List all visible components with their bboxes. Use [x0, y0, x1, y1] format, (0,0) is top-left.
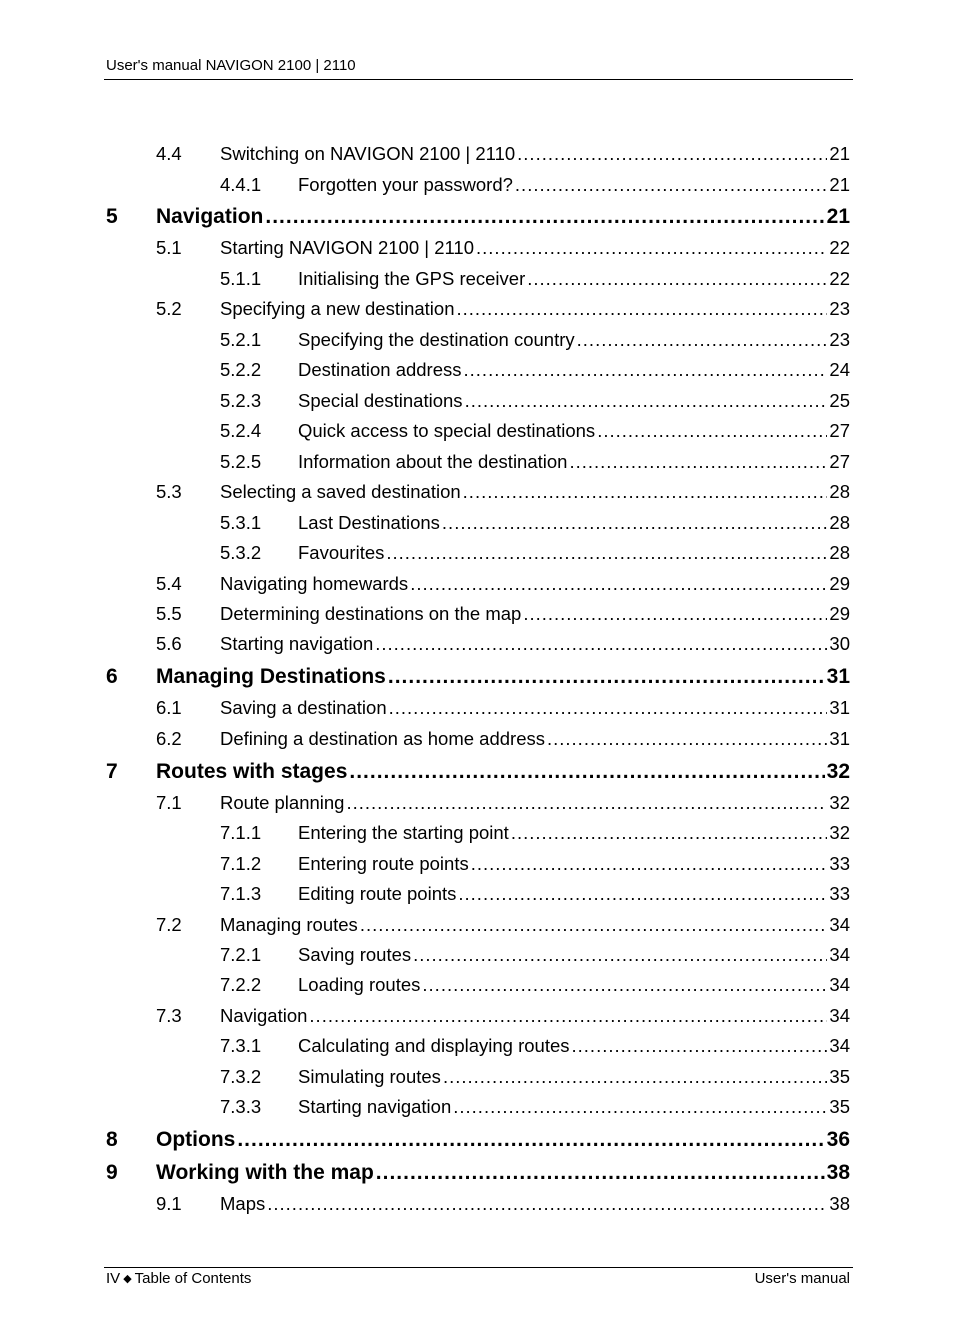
toc-entry-page: 27 — [829, 420, 850, 441]
toc-entry[interactable] — [156, 1005, 850, 1027]
toc-entry-page: 34 — [829, 1035, 850, 1056]
toc-entry-number: 5.2.3 — [220, 390, 262, 411]
toc-entry-title: Navigating homewards — [220, 573, 409, 594]
toc-entry-number: 5.6 — [156, 633, 182, 654]
toc-entry-number: 7.3.3 — [220, 1096, 262, 1117]
toc-entry-page: 23 — [829, 329, 850, 350]
dot-leader — [458, 883, 827, 905]
dot-leader — [527, 268, 827, 290]
toc-entry-page: 35 — [829, 1096, 850, 1117]
toc-entry-page: 25 — [829, 390, 850, 411]
toc-entry-number: 7.3 — [156, 1005, 182, 1026]
dot-leader — [388, 665, 825, 689]
toc-entry-page: 29 — [829, 573, 850, 594]
toc-entry-page: 36 — [826, 1128, 850, 1151]
toc-entry[interactable] — [220, 390, 850, 412]
toc-entry-title: Defining a destination as home address — [220, 728, 545, 749]
toc-entry-page: 38 — [829, 1193, 850, 1214]
toc-entry[interactable] — [220, 451, 850, 473]
page-footer-left — [106, 1270, 251, 1289]
toc-entry-title: Calculating and displaying routes — [298, 1035, 570, 1056]
toc-entry-title: Information about the destination — [298, 451, 568, 472]
toc-entry[interactable] — [220, 853, 850, 875]
dot-leader — [456, 298, 827, 320]
toc-entry[interactable] — [156, 633, 850, 655]
toc-entry-number: 5.1.1 — [220, 268, 262, 289]
toc-entry-number: 5.2.5 — [220, 451, 262, 472]
toc-entry-number: 5.3 — [156, 481, 182, 502]
toc-entry-title: Forgotten your password? — [298, 174, 513, 195]
toc-entry[interactable] — [156, 792, 850, 814]
toc-entry-page: 28 — [829, 481, 850, 502]
toc-entry-page: 34 — [829, 974, 850, 995]
toc-entry-page: 38 — [826, 1161, 850, 1184]
dot-leader — [523, 603, 827, 625]
toc-entry-title: Specifying the destination country — [298, 329, 575, 350]
toc-entry-number: 9.1 — [156, 1193, 182, 1214]
toc-entry-page: 31 — [829, 697, 850, 718]
toc-entry-page: 31 — [829, 728, 850, 749]
toc-entry[interactable] — [220, 1096, 850, 1118]
toc-entry-title: Starting navigation — [298, 1096, 452, 1117]
dot-leader — [422, 974, 827, 996]
dot-leader — [597, 420, 827, 442]
toc-entry-title: Determining destinations on the map — [220, 603, 522, 624]
toc-entry-number: 5.2.1 — [220, 329, 262, 350]
dot-leader — [237, 1128, 824, 1152]
toc-entry-number: 7.1.3 — [220, 883, 262, 904]
toc-entry-title: Starting NAVIGON 2100 | 2110 — [220, 237, 475, 258]
toc-entry-title: Routes with stages — [156, 760, 348, 783]
toc-entry-title: Entering route points — [298, 853, 469, 874]
toc-entry-page: 28 — [829, 542, 850, 563]
toc-entry[interactable] — [220, 822, 850, 844]
toc-entry-title: Working with the map — [156, 1161, 374, 1184]
toc-entry-number: 5.5 — [156, 603, 182, 624]
toc-entry-title: Managing Destinations — [156, 665, 386, 688]
toc-entry[interactable] — [220, 329, 850, 351]
dot-leader — [511, 822, 828, 844]
toc-entry-page: 27 — [829, 451, 850, 472]
toc-entry-page: 35 — [829, 1066, 850, 1087]
toc-entry-title: Navigation — [156, 205, 264, 228]
toc-entry-title: Options — [156, 1128, 236, 1151]
toc-entry-title: Special destinations — [298, 390, 463, 411]
dot-leader — [346, 792, 827, 814]
toc-entry[interactable] — [106, 665, 850, 691]
toc-entry-title: Route planning — [220, 792, 345, 813]
page-footer-right: User's manual — [754, 1270, 850, 1287]
toc-entry-number: 5.1 — [156, 237, 182, 258]
dot-leader — [569, 451, 827, 473]
dot-leader — [577, 329, 828, 351]
toc-entry-title: Managing routes — [220, 914, 358, 935]
toc-entry[interactable] — [156, 728, 850, 750]
toc-entry-number: 7.3.2 — [220, 1066, 262, 1087]
toc-entry[interactable] — [156, 298, 850, 320]
toc-entry[interactable] — [106, 205, 850, 231]
dot-leader — [463, 481, 828, 503]
toc-entry-number: 7.1.1 — [220, 822, 262, 843]
toc-entry[interactable] — [220, 944, 850, 966]
toc-entry-page: 21 — [826, 205, 850, 228]
dot-leader — [413, 944, 827, 966]
toc-entry-number: 6.1 — [156, 697, 182, 718]
toc-entry[interactable] — [220, 542, 850, 564]
toc-entry-page: 34 — [829, 944, 850, 965]
toc-entry-title: Saving a destination — [220, 697, 387, 718]
section-label: Table of Contents — [134, 1270, 252, 1287]
dot-leader — [572, 1035, 828, 1057]
toc-entry-number: 8 — [106, 1128, 118, 1151]
dot-leader — [265, 205, 824, 229]
toc-entry[interactable] — [156, 1193, 850, 1215]
toc-entry-title: Maps — [220, 1193, 266, 1214]
toc-entry-title: Entering the starting point — [298, 822, 509, 843]
dot-leader — [465, 390, 828, 412]
toc-entry-number: 7.2.1 — [220, 944, 262, 965]
toc-entry-title: Favourites — [298, 542, 385, 563]
toc-entry-number: 5.2.4 — [220, 420, 262, 441]
toc-entry[interactable] — [220, 174, 850, 196]
toc-entry-page: 22 — [829, 237, 850, 258]
dot-leader — [410, 573, 827, 595]
dot-leader — [267, 1193, 827, 1215]
toc-entry[interactable] — [156, 697, 850, 719]
dot-leader — [453, 1096, 827, 1118]
toc-entry-number: 7.2.2 — [220, 974, 262, 995]
toc-entry[interactable] — [220, 512, 850, 534]
toc-entry-number: 4.4.1 — [220, 174, 262, 195]
toc-entry-page: 29 — [829, 603, 850, 624]
footer-divider — [104, 1267, 853, 1268]
toc-entry-title: Destination address — [298, 359, 462, 380]
toc-entry-page: 30 — [829, 633, 850, 654]
toc-entry-title: Simulating routes — [298, 1066, 441, 1087]
page-number: IV — [106, 1270, 121, 1287]
dot-leader — [515, 174, 828, 196]
toc-entry-number: 5.2.2 — [220, 359, 262, 380]
toc-entry-number: 5.2 — [156, 298, 182, 319]
dot-leader — [309, 1005, 827, 1027]
toc-entry[interactable] — [106, 1161, 850, 1187]
toc-entry[interactable] — [156, 143, 850, 165]
toc-entry-title: Navigation — [220, 1005, 308, 1026]
dot-leader — [464, 359, 828, 381]
dot-leader — [386, 542, 827, 564]
toc-entry-title: Editing route points — [298, 883, 457, 904]
toc-entry[interactable] — [220, 1066, 850, 1088]
dot-leader — [471, 853, 828, 875]
toc-entry-page: 21 — [829, 174, 850, 195]
dot-leader — [375, 633, 827, 655]
toc-entry-title: Saving routes — [298, 944, 412, 965]
toc-entry[interactable] — [106, 1128, 850, 1154]
toc-entry-page: 28 — [829, 512, 850, 533]
toc-entry[interactable] — [156, 237, 850, 259]
toc-entry-title: Selecting a saved destination — [220, 481, 461, 502]
toc-entry-number: 7.1.2 — [220, 853, 262, 874]
toc-entry-number: 5.4 — [156, 573, 182, 594]
toc-entry-page: 23 — [829, 298, 850, 319]
toc-entry-number: 7.2 — [156, 914, 182, 935]
dot-leader — [547, 728, 827, 750]
toc-entry-page: 21 — [829, 143, 850, 164]
dot-leader — [443, 1066, 827, 1088]
toc-entry-title: Specifying a new destination — [220, 298, 455, 319]
toc-entry-page: 31 — [826, 665, 850, 688]
toc-entry-title: Loading routes — [298, 974, 421, 995]
toc-entry-page: 33 — [829, 883, 850, 904]
toc-entry-title: Last Destinations — [298, 512, 440, 533]
toc-entry-number: 6 — [106, 665, 118, 688]
toc-entry-page: 34 — [829, 1005, 850, 1026]
toc-entry-number: 4.4 — [156, 143, 182, 164]
dot-leader — [517, 143, 827, 165]
toc-entry-number: 5.3.1 — [220, 512, 262, 533]
toc-entry-page: 34 — [829, 914, 850, 935]
toc-entry-page: 32 — [826, 760, 850, 783]
toc-entry[interactable] — [106, 760, 850, 786]
dot-leader — [360, 914, 828, 936]
toc-entry[interactable] — [220, 1035, 850, 1057]
toc-entry-number: 7.1 — [156, 792, 182, 813]
toc-entry-number: 7.3.1 — [220, 1035, 262, 1056]
header-divider — [104, 79, 853, 80]
toc-entry[interactable] — [220, 420, 850, 442]
dot-leader — [349, 760, 824, 784]
toc-entry[interactable] — [220, 883, 850, 905]
toc-entry[interactable] — [156, 573, 850, 595]
toc-entry[interactable] — [220, 359, 850, 381]
toc-entry-number: 9 — [106, 1161, 118, 1184]
dot-leader — [442, 512, 828, 534]
dot-leader — [376, 1161, 825, 1185]
toc-entry-page: 32 — [829, 792, 850, 813]
toc-entry[interactable] — [156, 914, 850, 936]
toc-entry-number: 5 — [106, 205, 118, 228]
toc-entry-number: 7 — [106, 760, 118, 783]
toc-entry-page: 33 — [829, 853, 850, 874]
page-header: User's manual NAVIGON 2100 | 2110 — [106, 57, 356, 74]
toc-entry-title: Quick access to special destinations — [298, 420, 596, 441]
toc-entry-title: Initialising the GPS receiver — [298, 268, 526, 289]
toc-entry-number: 5.3.2 — [220, 542, 262, 563]
toc-entry[interactable] — [156, 603, 850, 625]
toc-entry[interactable] — [220, 268, 850, 290]
diamond-bullet-icon: ◆ — [123, 1273, 132, 1285]
dot-leader — [476, 237, 827, 259]
toc-entry-page: 22 — [829, 268, 850, 289]
toc-entry-number: 6.2 — [156, 728, 182, 749]
toc-entry-title: Switching on NAVIGON 2100 | 2110 — [220, 143, 516, 164]
toc-entry-title: Starting navigation — [220, 633, 374, 654]
toc-entry-page: 32 — [829, 822, 850, 843]
toc-entry[interactable] — [220, 974, 850, 996]
toc-entry-page: 24 — [829, 359, 850, 380]
toc-entry[interactable] — [156, 481, 850, 503]
dot-leader — [389, 697, 828, 719]
